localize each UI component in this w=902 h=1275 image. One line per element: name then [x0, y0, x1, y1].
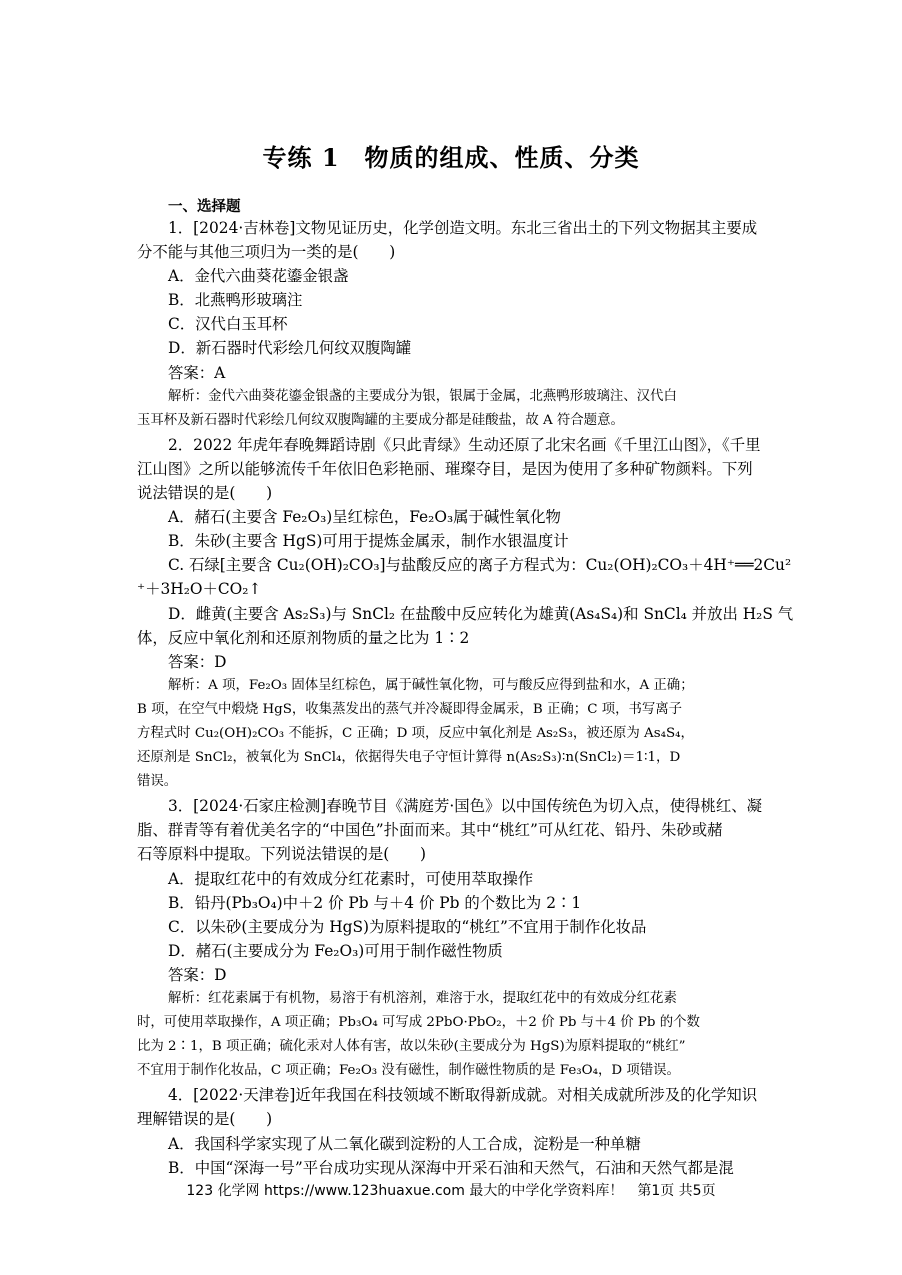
text-line: ⁺＋3H₂O＋CO₂↑: [137, 580, 262, 599]
text-line: A．提取红花中的有效成分红花素时，可使用萃取操作: [168, 869, 534, 888]
text-line: 2．2022 年虎年春晚舞蹈诗剧《只此青绿》生动还原了北宋名画《千里江山图》，《千里: [168, 435, 761, 454]
text-line: 方程式时 Cu₂(OH)₂CO₃ 不能拆，C 正确；D 项，反应中氧化剂是 As₂S₃，被还原为 As₄S₄，: [137, 725, 694, 741]
text-line: 说法错误的是( ): [137, 484, 273, 503]
text-line: 玉耳杯及新石器时代彩绘几何纹双腹陶罐的主要成分都是硅酸盐，故 A 符合题意。: [137, 412, 624, 428]
text-line: D．新石器时代彩绘几何纹双腹陶罐: [168, 339, 412, 358]
text-line: 答案：D: [168, 652, 227, 671]
text-line: 错误。: [137, 774, 178, 790]
text-line: C．汉代白玉耳杯: [168, 315, 288, 334]
text-line: 理解错误的是( ): [137, 1110, 273, 1129]
text-line: B 项，在空气中煅烧 HgS，收集蒸发出的蒸气并冷凝即得金属汞，B 正确；C 项，书写离子: [137, 701, 683, 717]
document-body: [137, 195, 794, 1180]
text-line: 还原剂是 SnCl₂，被氧化为 SnCl₄，依据得失电子守恒计算得 n(As₂S₃)∶n(SnCl₂)＝1∶1，D: [137, 750, 681, 766]
text-line: D．雌黄(主要含 As₂S₃)与 SnCl₂ 在盐酸中反应转化为雄黄(As₄S₄)和 SnCl₄ 并放出 H₂S 气: [168, 604, 794, 623]
text-line: 答案：A: [168, 363, 226, 382]
text-line: 时，可使用萃取操作，A 项正确；Pb₃O₄ 可写成 2PbO·PbO₂，＋2 价 Pb 与＋4 价 Pb 的个数: [137, 1015, 700, 1031]
text-line: 分不能与其他三项归为一类的是( ): [137, 243, 396, 262]
text-line: B．朱砂(主要含 HgS)可用于提炼金属汞，制作水银温度计: [168, 532, 569, 551]
section-heading: 一、选择题: [168, 198, 241, 215]
text-line: 解析：红花素属于有机物，易溶于有机溶剂，难溶于水，提取红花中的有效成分红花素: [168, 991, 677, 1006]
text-line: A．赭石(主要含 Fe₂O₃)呈红棕色，Fe₂O₃属于碱性氧化物: [168, 508, 561, 527]
text-lines: [137, 216, 794, 1180]
text-line: 答案：D: [168, 965, 227, 984]
text-line: B．铅丹(Pb₃O₄)中＋2 价 Pb 与＋4 价 Pb 的个数比为 2∶1: [168, 893, 582, 912]
text-line: 江山图》之所以能够流传千年依旧色彩艳丽、璀璨夺目，是因为使用了多种矿物颜料。下列: [137, 459, 753, 478]
text-line: A．我国科学家实现了从二氧化碳到淀粉的人工合成，淀粉是一种单糖: [168, 1134, 641, 1153]
text-line: A．金代六曲葵花鎏金银盏: [168, 267, 349, 286]
page-title: 专练 1 物质的组成、性质、分类: [262, 143, 640, 172]
text-line: 不宜用于制作化妆品，C 项正确；Fe₂O₃ 没有磁性，制作磁性物质的是 Fe₃O₄，D 项错误。: [137, 1063, 680, 1079]
text-line: 脂、群青等有着优美名字的“中国色”扑面而来。其中“桃红”可从红花、铅丹、朱砂或赭: [137, 821, 723, 840]
text-line: 解析：金代六曲葵花鎏金银盏的主要成分为银，银属于金属，北燕鸭形玻璃注、汉代白: [168, 388, 677, 404]
text-line: D．赭石(主要成分为 Fe₂O₃)可用于制作磁性物质: [168, 941, 503, 960]
text-line: 3．[2024·石家庄检测]春晚节目《满庭芳·国色》以中国传统色为切入点，使得桃红、凝: [168, 797, 763, 816]
page-footer: 123 化学网 https://www.123huaxue.com 最大的中学化学资料库！ 第1页 共5页: [186, 1183, 716, 1199]
text-line: B．中国“深海一号”平台成功实现从深海中开采石油和天然气，石油和天然气都是混: [168, 1158, 734, 1177]
text-line: 比为 2∶1，B 项正确；硫化汞对人体有害，故以朱砂(主要成分为 HgS)为原料提取的“桃红”: [137, 1039, 686, 1055]
text-line: 石等原料中提取。下列说法错误的是( ): [137, 845, 427, 864]
text-line: 4．[2022·天津卷]近年我国在科技领域不断取得新成就。对相关成就所涉及的化学知识: [168, 1086, 758, 1105]
text-line: 1．[2024·吉林卷]文物见证历史，化学创造文明。东北三省出土的下列文物据其主要成: [168, 219, 758, 237]
text-line: C．以朱砂(主要成分为 HgS)为原料提取的“桃红”不宜用于制作化妆品: [168, 917, 647, 936]
text-line: 体，反应中氧化剂和还原剂物质的量之比为 1∶2: [137, 628, 470, 647]
text-line: 解析：A 项，Fe₂O₃ 固体呈红棕色，属于碱性氧化物，可与酸反应得到盐和水，A 正确；: [168, 677, 694, 693]
text-line: C. 石绿[主要含 Cu₂(OH)₂CO₃]与盐酸反应的离子方程式为：Cu₂(OH)₂CO₃＋4H⁺══2Cu²: [168, 556, 792, 575]
text-line: B．北燕鸭形玻璃注: [168, 291, 303, 310]
